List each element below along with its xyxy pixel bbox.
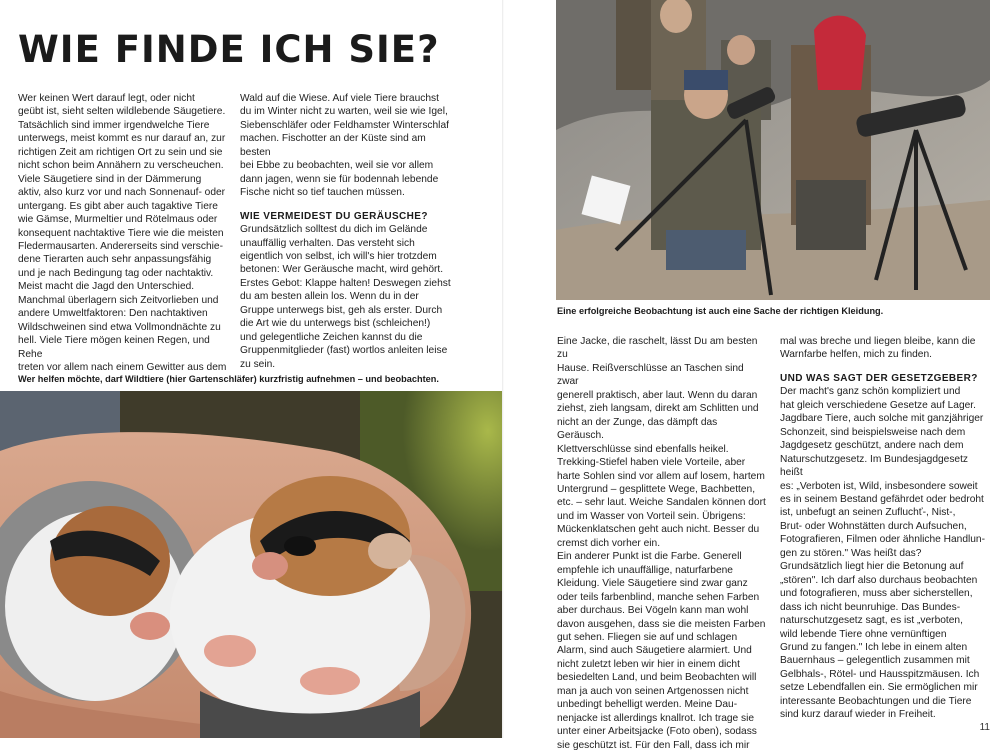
text-line: Klettverschlüsse sind ebenfalls heikel. (557, 443, 729, 455)
text-line: Hause. Reißverschlüsse an Taschen sind zwar (557, 362, 744, 388)
text-line: dass ich nicht beunruhige. Das Bundes- (780, 601, 961, 613)
text-line: cremst dich vorher ein. (557, 537, 661, 549)
text-line: nicht schon beim Annähern zu verscheuchen. (18, 160, 224, 172)
text-line: generell praktisch, aber laut. Wenn du daran (557, 389, 758, 401)
text-line: gut sehen. Fliegen sie auf und schlagen (557, 631, 738, 643)
text-line: Manchmal überlagern sich Zeitvorlieben und (18, 294, 219, 306)
text-line: Meist macht die Jagd den Unterschied. (18, 281, 195, 293)
text-line: davon ausgehen, dass sie die meisten Farben (557, 618, 766, 630)
text-line: Trekking-Stiefel haben viele Vorteile, aber (557, 457, 746, 469)
text-line: Wald auf die Wiese. Auf viele Tiere brauchst (240, 93, 439, 104)
text-line: Gruppe unterwegs bist, geh als erster. Durch (240, 304, 443, 316)
text-line: es in seinem Bestand gefährdet oder bedroht (780, 493, 984, 505)
text-line: du am besten allein los. Wenn du in der (240, 291, 419, 303)
text-line: Wildschweinen sind etwa Vollmondnächte zu (18, 321, 221, 333)
text-line: dene Tierarten auch sehr anpassungsfähig (18, 254, 212, 266)
text-line: Der macht's ganz schön kompliziert und (780, 386, 961, 398)
text-line: Gruppenmitglieder (fast) wortlos anleiten leise (240, 345, 448, 357)
text-line: nenjacke ist allerdings knallrot. Ich trage sie (557, 712, 755, 724)
photo-caption-dormice: Wer helfen möchte, darf Wildtiere (hier Gartenschläfer) kurzfristig aufnehmen – und beobachten. (18, 374, 439, 384)
text-line: Grund zu fangen." Ich lebe in einem alten (780, 641, 968, 653)
text-line: harte Sohlen sind vor allem auf losem, hartem (557, 470, 765, 482)
text-line: Untergrund – gesplittete Wege, Bachbetten, (557, 483, 756, 495)
text-line: und gelegentliche Zeichen kannst du die (240, 331, 423, 343)
page-number: 11 (979, 722, 990, 733)
text-line: „stören". Ich darf also durchaus beobachten (780, 574, 978, 586)
text-line: und je nach Bedingung tag oder nachtaktiv. (18, 267, 214, 279)
text-line: es: „Verboten ist, Wild, insbesondere soweit (780, 480, 978, 492)
text-line: konsequent nachtaktive Tiere wie die meisten (18, 227, 224, 239)
text-line: Erstes Gebot: Klappe halten! Deswegen ziehst (240, 277, 451, 289)
text-line: empfehle ich unauffällige, naturfarbene (557, 564, 733, 576)
text-line: gen zu stören." Was heißt das? (780, 547, 922, 559)
text-line: Ein anderer Punkt ist die Farbe. Generell (557, 551, 742, 563)
text-line: sie geschützt ist. Für den Fall, dass ich mir (557, 739, 750, 751)
text-line: unter einer Arbeitsjacke (Foto oben), sodass (557, 726, 757, 738)
text-line: nicht zuletzt leben wir hier in einem dicht (557, 658, 740, 670)
text-line: Viele Säugetiere sind in der Dämmerung (18, 173, 202, 185)
text-line: interessante Beobachtungen und die Tiere (780, 695, 972, 707)
text-column-1 (18, 92, 230, 375)
text-line: ist, unbefugt an seinen Zufluchť-, Nist-, (780, 507, 956, 519)
text-line: geübt ist, sieht selten wildlebende Säugetiere. (18, 106, 226, 118)
text-line: sind kurz darauf wieder in Freiheit. (780, 709, 936, 721)
text-line: Naturschutzgesetz. Im Bundesjagdgesetz heißt (780, 453, 969, 479)
section-subhead-law: UND WAS SAGT DER GESETZGEBER? (780, 372, 978, 384)
text-line: Mückenklatschen geht auch nicht. Besser du (557, 524, 760, 536)
page-headline: WIE FINDE ICH SIE? (18, 28, 440, 71)
text-line: und fotografieren, muss aber sicherstellen, (780, 588, 973, 600)
text-line: richtigen Zeit am richtigen Ort zu sein und sie (18, 146, 223, 158)
text-line: eigentlich von selbst, ich will's hier trotzdem (240, 250, 437, 262)
text-line: dann jagen, wenn sie für bodennah lebende (240, 173, 439, 185)
text-line: Fische nicht so tief tauchen müssen. (240, 187, 405, 199)
section-subhead-noise: WIE VERMEIDEST DU GERÄUSCHE? (240, 210, 428, 222)
text-line: unterwegs, meist kommt es nur darauf an, zur (18, 133, 226, 145)
text-line: Kleidung. Viele Säugetiere sind zwar ganz (557, 578, 748, 590)
text-line: andere Umweltfaktoren: Den nachtaktiven (18, 308, 208, 320)
text-line: man ja auch von seinen Artgenossen nicht (557, 685, 749, 697)
text-line: Eine Jacke, die raschelt, lässt Du am besten zu (557, 336, 758, 361)
text-line: mal was breche und liegen bleibe, kann die (780, 336, 976, 347)
text-line: machen. Fischotter an der Küste sind am besten (240, 133, 426, 158)
text-line: Wer keinen Wert darauf legt, oder nicht (18, 93, 195, 104)
text-column-2 (240, 92, 454, 371)
text-line: nicht an der Zunge, das dämpft das Geräusch. (557, 416, 718, 442)
text-line: Schonzeit, sind beispielsweise nach dem (780, 426, 966, 438)
text-line: Grundsätzlich solltest du dich im Gelände (240, 224, 428, 236)
text-line: unauffällig verhalten. Das versteht sich (240, 237, 415, 249)
text-line: aber durchaus. Bei Vögeln kann man wohl (557, 605, 749, 617)
text-line: Gelbhals-, Rötel- und Hausspitzmäusen. Ich (780, 668, 980, 680)
text-line: naturschutzgesetz sagt, es ist „verboten, (780, 615, 963, 627)
text-column-4 (780, 335, 990, 722)
text-line: unbedingt behelligt werden. Meine Dau- (557, 699, 738, 711)
text-line: oder teils farbenblind, manche sehen Farben (557, 591, 760, 603)
text-line: untergang. Es gibt aber auch tagaktive Tiere (18, 200, 218, 212)
text-line: Tatsächlich sind immer irgendwelche Tiere (18, 119, 210, 131)
text-line: etc. – sehr laut. Weiche Sandalen können dort (557, 497, 766, 509)
left-page (0, 0, 504, 738)
text-line: ziehst, zieh langsam, direkt am Schlitten und (557, 403, 759, 415)
text-line: hat gleich verschiedene Gesetze auf Lager. (780, 399, 976, 411)
text-line: setze Lebendfallen ein. Sie ermöglichen mir (780, 682, 978, 694)
text-line: Brut- oder Wohnstätten durch Aufsuchen, (780, 520, 967, 532)
text-line: bei Ebbe zu beobachten, weil sie vor allem (240, 160, 434, 172)
text-line: Grundsätzlich liegt hier die Betonung auf (780, 561, 964, 573)
text-line: besiedelten Land, und beim Beobachten will (557, 672, 757, 684)
text-line: Fledermausarten. Andererseits sind verschie- (18, 240, 223, 252)
text-line: du im Winter nicht zu warten, weil sie wie Igel, (240, 106, 448, 118)
text-line: Fotografieren, Filmen oder ähnliche Handlun- (780, 534, 985, 546)
text-line: Jagdbare Tiere, auch solche mit ganzjähriger (780, 413, 984, 425)
text-line: wie Gämse, Murmeltier und Rötelmaus oder (18, 214, 218, 226)
text-line: Bauernhaus – gelegentlich zusammen mit (780, 655, 970, 667)
right-page (504, 0, 1008, 751)
text-line: Alarm, sind auch Säugetiere alarmiert. Und (557, 645, 752, 657)
text-line: Warnfarbe helfen, mich zu finden. (780, 349, 932, 361)
text-line: aktiv, also kurz vor und nach Sonnenauf- oder (18, 187, 226, 199)
text-line: Siebenschläfer oder Feldhamster Winterschlaf (240, 119, 449, 131)
text-line: die Art wie du unterwegs bist (schleichen!) (240, 318, 431, 330)
text-column-3 (557, 335, 767, 752)
text-line: treten vor allem nach einem Gewitter aus dem (18, 362, 227, 374)
text-line: zu sein. (240, 358, 276, 370)
text-line: wild lebende Tiere ohne vernünftigen (780, 628, 947, 640)
text-line: und im Wasser von Vorteil sein. Übrigens: (557, 510, 746, 522)
photo-caption-observers: Eine erfolgreiche Beobachtung ist auch eine Sache der richtigen Kleidung. (557, 306, 884, 316)
text-line: Jagdgesetz geschützt, andere nach dem (780, 440, 964, 452)
dormice-photo (0, 391, 502, 738)
observers-photo (556, 0, 990, 300)
text-line: hell. Viele Tiere mögen keinen Regen, und Rehe (18, 335, 210, 360)
text-line: betonen: Wer Geräusche macht, wird gehört. (240, 264, 444, 276)
